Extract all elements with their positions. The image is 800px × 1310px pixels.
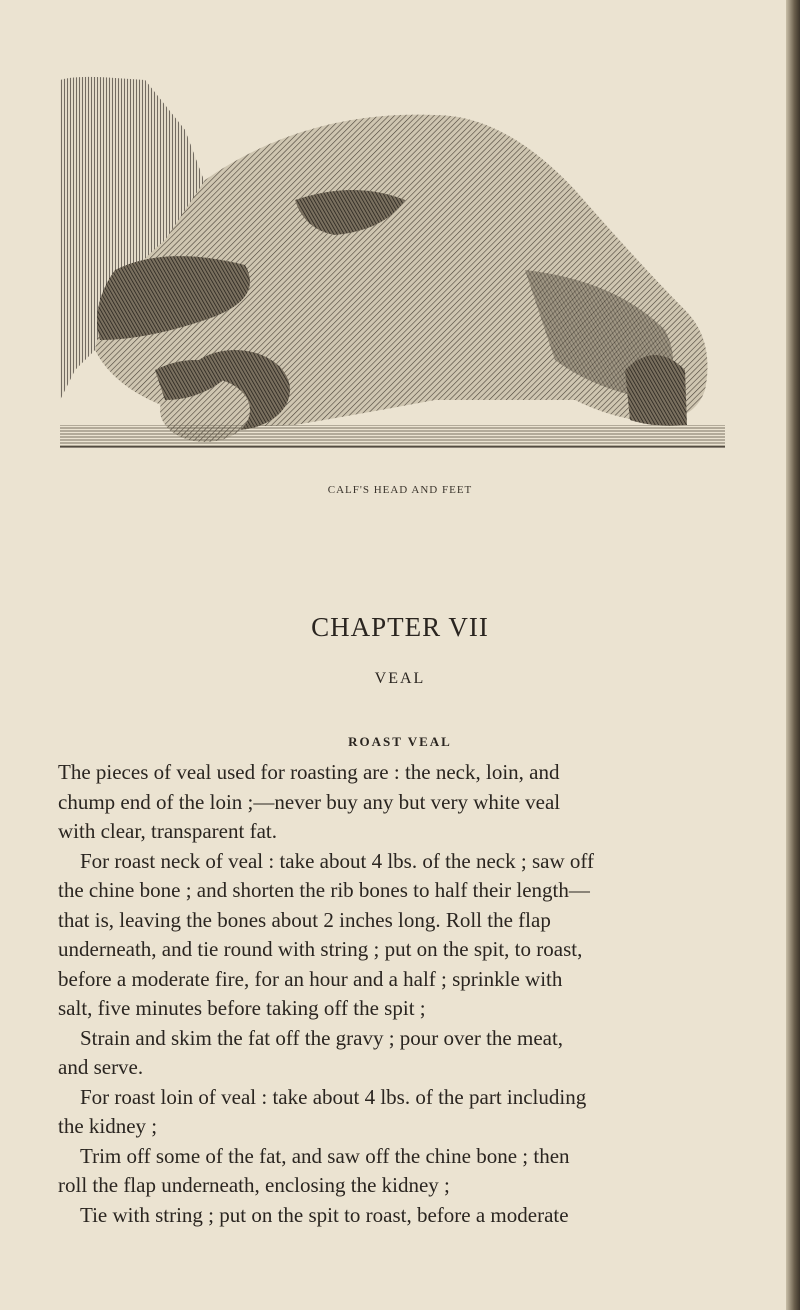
text-line: Trim off some of the fat, and saw off the chine bone ; then (80, 1143, 570, 1168)
text-line: before a moderate fire, for an hour and a half ; sprinkle with (58, 966, 563, 991)
illustration-caption: CALF'S HEAD AND FEET (327, 484, 473, 496)
text-line: the chine bone ; and shorten the rib bones to half their length— (58, 878, 590, 902)
text-line: roll the flap underneath, enclosing the kidney ; (58, 1173, 450, 1197)
text-line: Tie with string ; put on the spit to roast, before a moderate (80, 1202, 569, 1227)
section-heading: ROAST VEAL (348, 734, 452, 749)
chapter-subtitle: VEAL (374, 670, 426, 687)
page-edge (786, 0, 800, 1310)
text-line: that is, leaving the bones about 2 inches long. Roll the flap (58, 907, 551, 932)
text-line: and serve. (58, 1055, 144, 1079)
text-line: salt, five minutes before taking off the spit ; (58, 996, 426, 1020)
text-line: For roast loin of veal : take about 4 lbs. of the part including (80, 1084, 587, 1109)
text-line: Strain and skim the fat off the gravy ; pour over the meat, (80, 1025, 564, 1050)
text-line: For roast neck of veal : take about 4 lbs. of the neck ; saw off (80, 848, 594, 873)
text-line: The pieces of veal used for roasting are : the neck, loin, and (58, 760, 560, 784)
recipe-text (58, 758, 758, 1230)
text-line: chump end of the loin ;—never buy any but very white veal (58, 789, 561, 814)
chapter-title: CHAPTER VII (311, 612, 489, 642)
text-line: the kidney ; (58, 1114, 158, 1138)
text-line: with clear, transparent fat. (58, 819, 277, 843)
calfs-head-engraving (55, 70, 735, 465)
text-line: underneath, and tie round with string ; put on the spit, to roast, (58, 937, 583, 961)
